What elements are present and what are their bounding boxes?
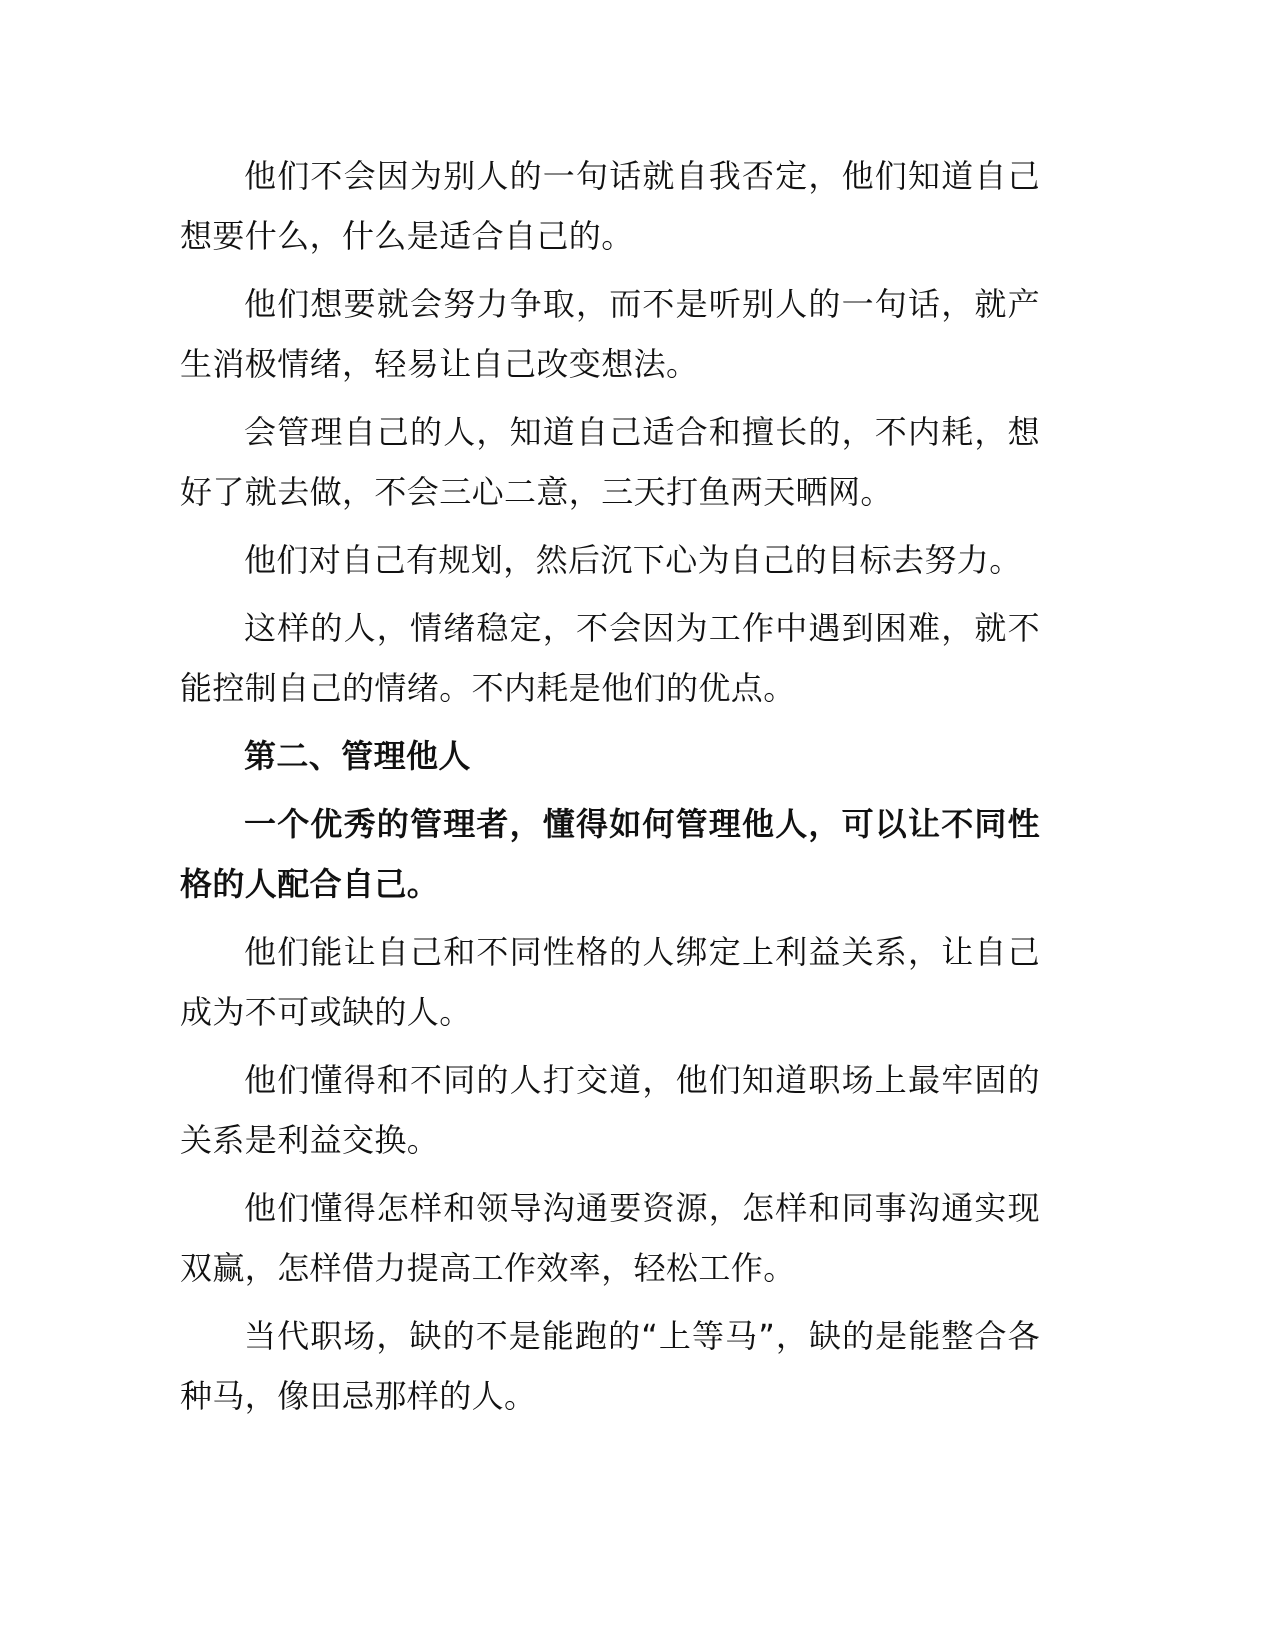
- lead-paragraph: 一个优秀的管理者，懂得如何管理他人，可以让不同性格的人配合自己。: [180, 805, 1040, 903]
- section-heading: 第二、管理他人: [244, 737, 471, 775]
- paragraph: 这样的人，情绪稳定，不会因为工作中遇到困难，就不能控制自己的情绪。不内耗是他们的优点。: [180, 609, 1040, 707]
- paragraph: 他们能让自己和不同性格的人绑定上利益关系，让自己成为不可或缺的人。: [180, 933, 1040, 1031]
- document-body: [180, 146, 1040, 1434]
- paragraph: 当代职场，缺的不是能跑的“上等马”，缺的是能整合各种马，像田忌那样的人。: [180, 1317, 1040, 1415]
- paragraph: 他们懂得怎样和领导沟通要资源，怎样和同事沟通实现双赢，怎样借力提高工作效率，轻松工作。: [180, 1189, 1040, 1287]
- paragraph: 他们不会因为别人的一句话就自我否定，他们知道自己想要什么，什么是适合自己的。: [180, 157, 1040, 255]
- paragraph: 他们对自己有规划，然后沉下心为自己的目标去努力。: [244, 541, 1022, 579]
- paragraph: 他们想要就会努力争取，而不是听别人的一句话，就产生消极情绪，轻易让自己改变想法。: [180, 285, 1040, 383]
- paragraph: 会管理自己的人，知道自己适合和擅长的，不内耗，想好了就去做，不会三心二意，三天打鱼两天晒网。: [180, 413, 1040, 511]
- paragraph: 他们懂得和不同的人打交道，他们知道职场上最牢固的关系是利益交换。: [180, 1061, 1040, 1159]
